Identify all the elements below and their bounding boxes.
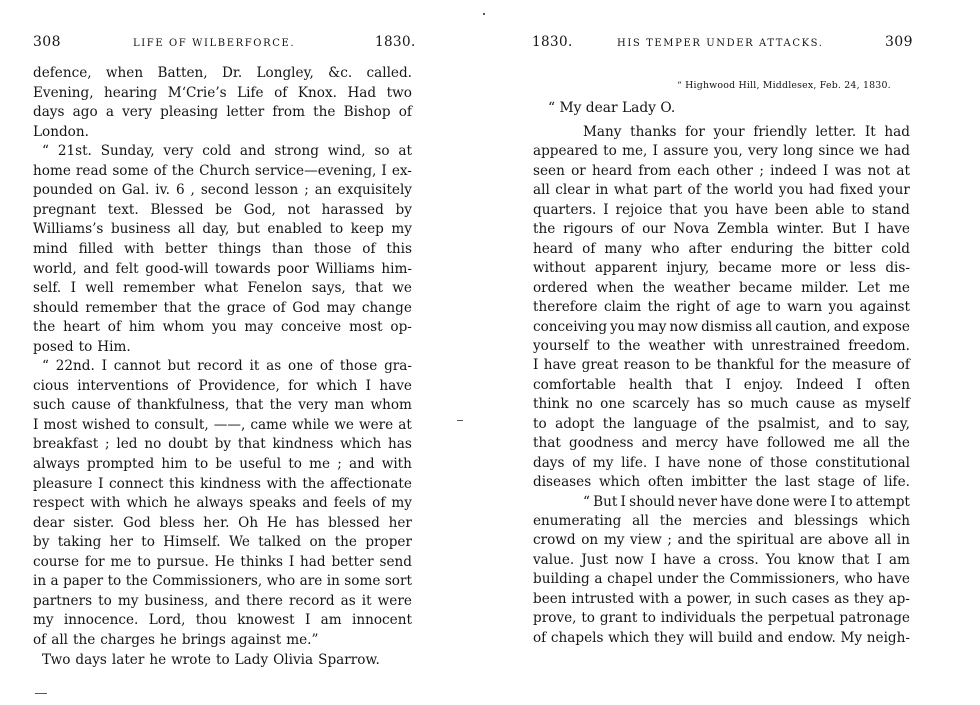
- left-page: [0, 0, 480, 705]
- text-line: Williams’s business all day, but enabled to keep my: [33, 221, 412, 238]
- text-line: the heart of him whom you may conceive most op-: [33, 319, 412, 336]
- text-line: therefore claim the right of age to warn you against: [533, 299, 910, 316]
- left-page-number: 308: [33, 34, 61, 50]
- text-line: of chapels which they will build and endow. My neigh-: [533, 629, 910, 646]
- text-line: defence, when Batten, Dr. Longley, &c. called.: [33, 65, 412, 81]
- text-line: I have great reason to be thankful for the measure of: [533, 357, 910, 374]
- text-line: heard of many who after enduring the bitter cold: [533, 240, 910, 257]
- text-line: self. I well remember what Fenelon says, that we: [33, 280, 412, 297]
- text-line: “ 22nd. I cannot but record it as one of those gra-: [42, 358, 412, 375]
- text-line: world, and felt good-will towards poor Williams him-: [33, 260, 412, 277]
- text-line: think no one scarcely has so much cause as myself: [533, 396, 910, 413]
- text-line: pleasure I connect this kindness with the affectionate: [33, 475, 412, 492]
- text-line: dear sister. God bless her. Oh He has blessed her: [33, 514, 412, 531]
- text-line: comfortable health that I enjoy. Indeed I often: [533, 376, 910, 393]
- scan-speck: [483, 13, 485, 15]
- scan-speck: [35, 693, 47, 694]
- text-line: pounded on Gal. iv. 6 , second lesson ; an exquisitely: [33, 182, 412, 199]
- text-line: days ago a very pleasing letter from the Bishop of: [33, 104, 412, 121]
- right-page: [500, 0, 980, 705]
- text-line: home read some of the Church service—evening, I ex-: [33, 162, 412, 179]
- text-line: breakfast ; led no doubt by that kindness which has: [33, 436, 412, 453]
- text-line: Two days later he wrote to Lady Olivia Sparrow.: [42, 651, 380, 668]
- text-line: my innocence. Lord, thou knowest I am innocent: [33, 612, 412, 629]
- text-line: Evening, hearing M‘Crie’s Life of Knox. Had two: [33, 84, 412, 101]
- text-line: building a chapel under the Commissioners, who have: [533, 571, 910, 588]
- text-line: always prompted him to be useful to me ; and with: [33, 456, 412, 472]
- text-line: quarters. I rejoice that you have been able to stand: [533, 201, 910, 218]
- right-year: 1830.: [532, 34, 573, 50]
- text-line: should remember that the grace of God may change: [33, 299, 412, 316]
- text-line: Many thanks for your friendly letter. It had: [583, 124, 910, 140]
- text-line: that goodness and mercy have followed me all the: [533, 435, 910, 452]
- text-line: cious interventions of Providence, for which I have: [33, 377, 412, 394]
- text-line: crowd on my view ; and the spiritual are above all in: [533, 532, 910, 549]
- text-line: such cause of thankfulness, that the very man whom: [33, 397, 412, 414]
- text-line: “ 21st. Sunday, very cold and strong wind, so at: [42, 143, 412, 160]
- text-line: London.: [33, 123, 89, 140]
- text-line: value. Just now I have a cross. You know that I am: [533, 551, 910, 568]
- text-line: appeared to me, I assure you, very long since we had: [533, 143, 910, 160]
- text-line: “ But I should never have done were I to attempt: [583, 493, 910, 510]
- text-line: posed to Him.: [33, 338, 131, 355]
- text-line: yourself to the weather with unrestrained freedom.: [533, 337, 910, 354]
- text-line: mind filled with better things than those of this: [33, 240, 412, 257]
- right-page-number: 309: [885, 34, 913, 50]
- text-line: been intrusted with a power, in such cases as they ap-: [533, 590, 910, 607]
- text-line: I most wished to consult, ——, came while we were at: [33, 416, 412, 433]
- text-line: by taking her to Himself. We talked on the proper: [33, 534, 412, 551]
- text-line: prove, to grant to individuals the perpetual patronage: [533, 610, 910, 627]
- text-line: respect with which he always speaks and feels of my: [33, 495, 412, 512]
- text-line: seen or heard from each other ; indeed I was not at: [533, 162, 910, 179]
- text-line: all clear in what part of the world you had fixed your: [533, 182, 910, 199]
- letter-dateline: “ Highwood Hill, Middlesex, Feb. 24, 1830.: [677, 80, 891, 91]
- scan-speck: [457, 420, 463, 421]
- text-line: without apparent injury, became more or less dis-: [533, 260, 910, 277]
- text-line: conceiving you may now dismiss all caution, and expose: [533, 318, 910, 335]
- text-line: of all the charges he brings against me.”: [33, 631, 319, 648]
- text-line: enumerating all the mercies and blessings which: [533, 513, 910, 529]
- text-line: days of my life. I have none of those constitutional: [533, 454, 910, 471]
- text-line: course for me to pursue. He thinks I had better send: [33, 553, 412, 570]
- left-year: 1830.: [375, 34, 416, 50]
- letter-salutation: “ My dear Lady O.: [548, 100, 676, 116]
- text-line: the rigours of our Nova Zembla winter. But I have: [533, 221, 910, 238]
- text-line: in a paper to the Commissioners, who are in some sort: [33, 573, 412, 590]
- left-running-title: LIFE OF WILBERFORCE.: [133, 38, 296, 49]
- text-line: to adopt the language of the psalmist, and to say,: [533, 415, 910, 432]
- right-running-title: HIS TEMPER UNDER ATTACKS.: [617, 38, 824, 49]
- text-line: ordered when the weather became milder. Let me: [533, 279, 910, 296]
- text-line: diseases which often imbitter the last stage of life.: [533, 474, 910, 491]
- text-line: partners to my business, and there record as it were: [33, 592, 412, 609]
- text-line: pregnant text. Blessed be God, not harassed by: [33, 201, 412, 218]
